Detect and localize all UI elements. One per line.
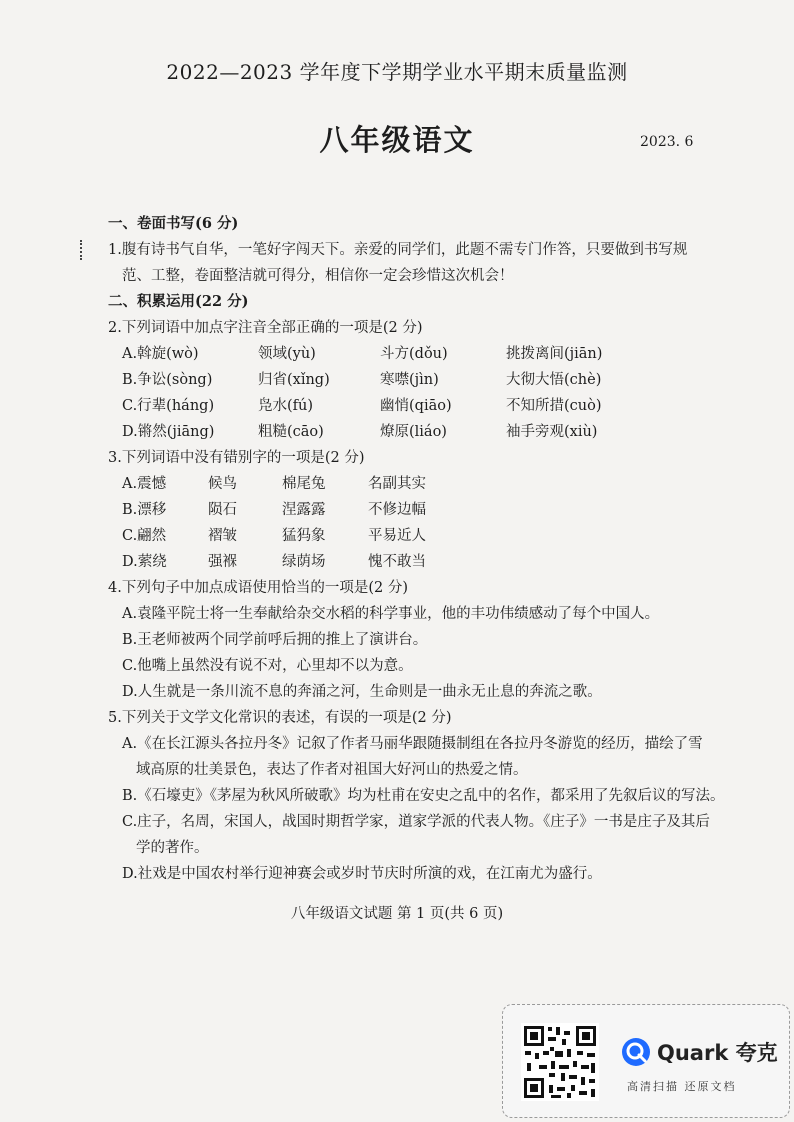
q5-option-a-line-1: A.《在长江源头各拉丹冬》记叙了作者马丽华跟随摄制组在各拉丹冬游览的经历，描绘了雪 — [122, 736, 703, 752]
question-4-stem: 4.下列句子中加点成语使用恰当的一项是(2 分) — [108, 580, 408, 596]
q2-option-c-item-3: 幽悄(qiāo) — [380, 398, 452, 414]
q5-option-c-line-1: C.庄子，名周，宋国人，战国时期哲学家，道家学派的代表人物。《庄子》一书是庄子及其后 — [122, 814, 710, 830]
q3-option-a-item-2: 候鸟 — [208, 476, 237, 492]
q2-option-b-item-2: 归省(xǐng) — [258, 372, 330, 388]
q4-option-a: A.袁隆平院士将一生奉献给杂交水稻的科学事业，他的丰功伟绩感动了每个中国人。 — [122, 606, 660, 622]
question-2-stem: 2.下列词语中加点字注音全部正确的一项是(2 分) — [108, 320, 423, 336]
q2-option-d-item-4: 袖手旁观(xiù) — [506, 424, 598, 440]
q3-option-a-item-4: 名副其实 — [368, 476, 426, 492]
q2-option-b-item-4: 大彻大悟(chè) — [506, 372, 602, 388]
binding-margin-mark — [80, 240, 85, 260]
q3-option-c-item-2: 褶皱 — [208, 528, 237, 544]
q2-option-c-item-2: 凫水(fú) — [258, 398, 314, 414]
q4-option-b: B.王老师被两个同学前呼后拥的推上了演讲台。 — [122, 632, 428, 648]
q3-option-b-item-4: 不修边幅 — [368, 502, 426, 518]
exam-date: 2023. 6 — [640, 134, 694, 150]
question-3-stem: 3.下列词语中没有错别字的一项是(2 分) — [108, 450, 365, 466]
q2-option-a-item-3: 斗方(dǒu) — [380, 346, 448, 362]
q5-option-b: B.《石壕吏》《茅屋为秋风所破歌》均为杜甫在安史之乱中的名作，都采用了先叙后议的写法。 — [122, 788, 725, 804]
exam-header-title: 2022—2023 学年度下学期学业水平期末质量监测 — [166, 60, 628, 84]
q3-option-d-item-2: 强褓 — [208, 554, 237, 570]
question-1-line-1: 1.腹有诗书气自华，一笔好字闯天下。亲爱的同学们，此题不需专门作答，只要做到书写规 — [108, 242, 688, 258]
q5-option-a-line-2: 域高原的壮美景色，表达了作者对祖国大好河山的热爱之情。 — [136, 762, 528, 778]
q2-option-d-item-1: D.锵然(jiāng) — [122, 424, 215, 440]
q4-option-c: C.他嘴上虽然没有说不对，心里却不以为意。 — [122, 658, 413, 674]
q3-option-b-item-2: 陨石 — [208, 502, 237, 518]
q3-option-d-item-1: D.萦绕 — [122, 554, 167, 570]
q3-option-c-item-1: C.翩然 — [122, 528, 167, 544]
qr-code-icon — [521, 1023, 599, 1101]
q5-option-d: D.社戏是中国农村举行迎神赛会或岁时节庆时所演的戏，在江南尤为盛行。 — [122, 866, 602, 882]
q3-option-c-item-3: 猛犸象 — [282, 528, 326, 544]
quark-logo-icon — [621, 1037, 651, 1067]
q3-option-b-item-1: B.漂移 — [122, 502, 167, 518]
q2-option-c-item-4: 不知所措(cuò) — [506, 398, 602, 414]
q2-option-d-item-2: 粗糙(cāo) — [258, 424, 324, 440]
q3-option-a-item-3: 棉尾兔 — [282, 476, 326, 492]
section-title-handwriting: 一、卷面书写(6 分) — [108, 215, 239, 232]
question-1-line-2: 范、工整，卷面整洁就可得分，相信你一定会珍惜这次机会！ — [122, 268, 514, 284]
q3-option-d-item-4: 愧不敢当 — [368, 554, 426, 570]
q3-option-d-item-3: 绿荫场 — [282, 554, 326, 570]
q2-option-b-item-3: 寒噤(jìn) — [380, 372, 439, 388]
q2-option-d-item-3: 燎原(liáo) — [380, 424, 447, 440]
quark-brand-name: Quark 夸克 — [657, 1041, 778, 1065]
q3-option-c-item-4: 平易近人 — [368, 528, 426, 544]
q4-option-d: D.人生就是一条川流不息的奔涌之河，生命则是一曲永无止息的奔流之歌。 — [122, 684, 602, 700]
q5-option-c-line-2: 学的著作。 — [136, 840, 209, 856]
q2-option-b-item-1: B.争讼(sòng) — [122, 372, 213, 388]
subject-title: 八年级语文 — [319, 123, 475, 157]
question-5-stem: 5.下列关于文学文化常识的表述，有误的一项是(2 分) — [108, 710, 452, 726]
q3-option-b-item-3: 涅露露 — [282, 502, 326, 518]
q2-option-a-item-4: 挑拨离间(jiān) — [506, 346, 603, 362]
q3-option-a-item-1: A.震憾 — [122, 476, 167, 492]
q2-option-a-item-1: A.斡旋(wò) — [122, 346, 199, 362]
quark-watermark — [502, 1004, 790, 1118]
q2-option-c-item-1: C.行辈(háng) — [122, 398, 215, 414]
page-footer: 八年级语文试题 第 1 页(共 6 页) — [290, 906, 504, 922]
q2-option-a-item-2: 领域(yù) — [258, 346, 316, 362]
section-title-accumulation: 二、积累运用(22 分) — [108, 293, 249, 310]
quark-tagline: 高清扫描 还原文档 — [627, 1080, 737, 1093]
